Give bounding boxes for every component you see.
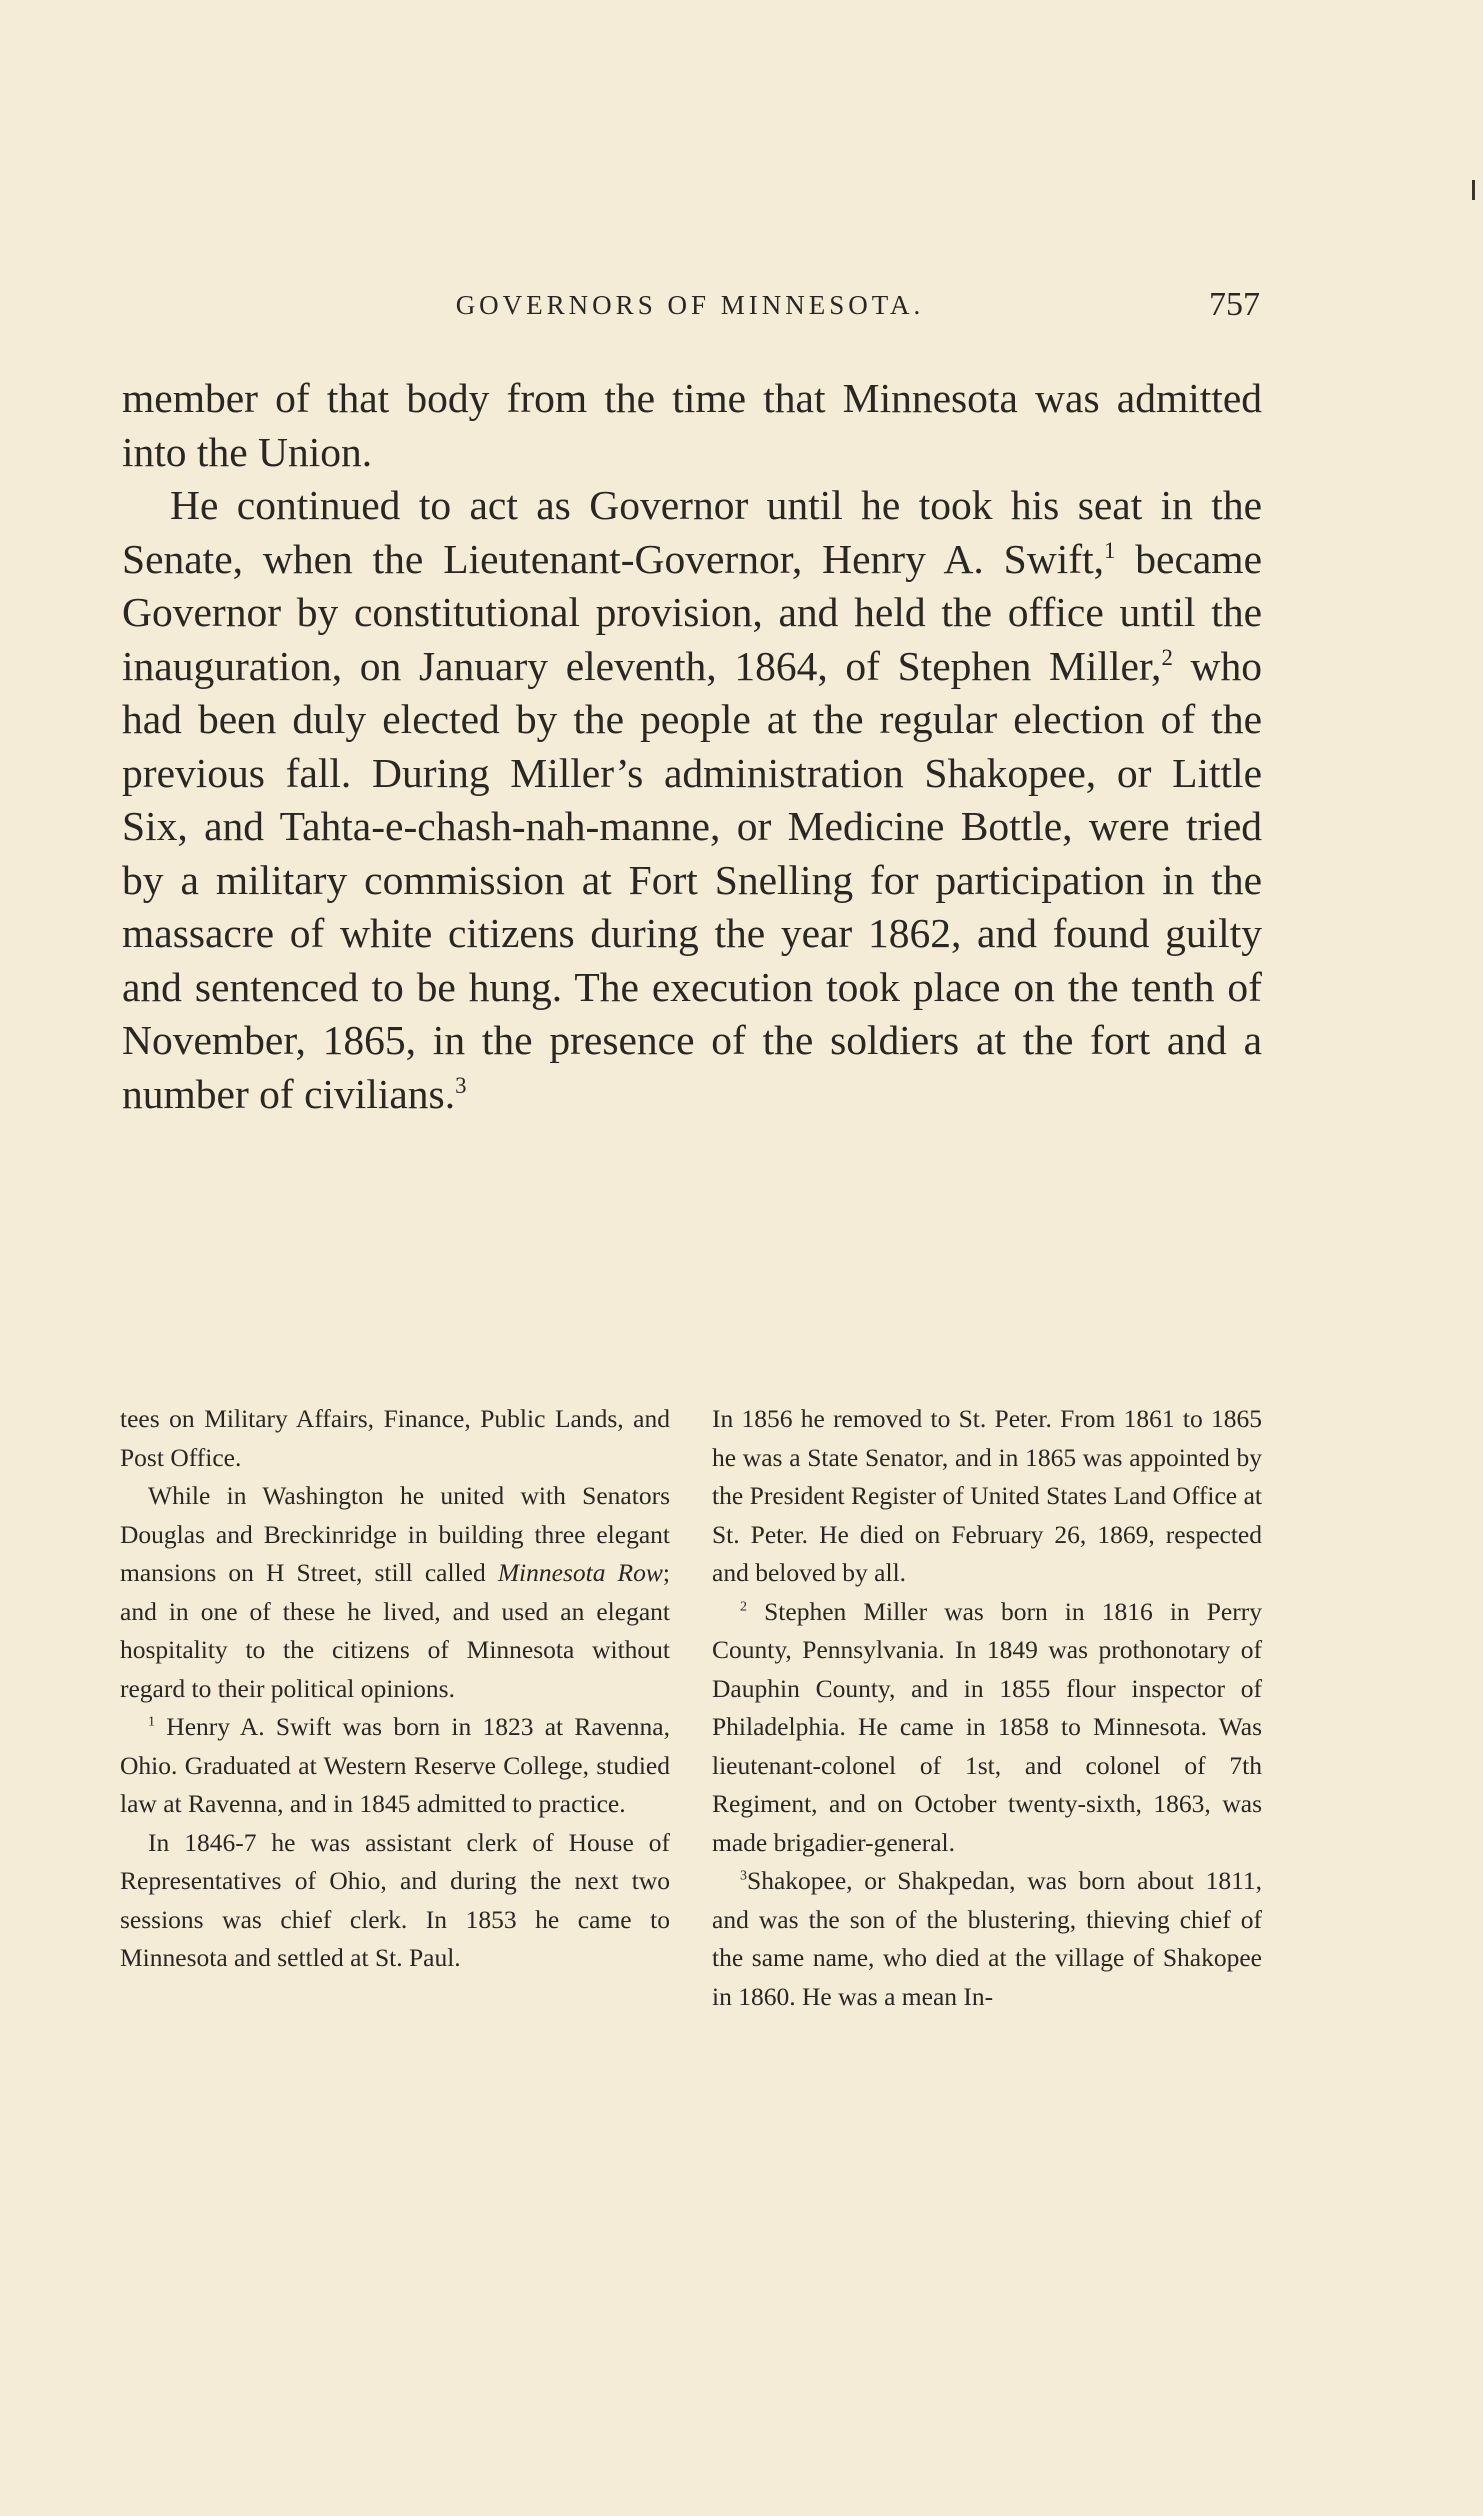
- footnote-ref-3: 3: [455, 1072, 467, 1098]
- footnote-3-text: Shakopee, or Shakpedan, was born about 1811, and was the son of the blustering, thieving chief of the same name, who died at the village of Shakopee in 1860. He was a mean In-: [712, 1866, 1262, 2011]
- footnote-continuation: tees on Military Affairs, Finance, Public Lands, and Post Office.: [120, 1404, 670, 1472]
- footnote-marker: 1: [148, 1714, 156, 1730]
- main-text: [122, 372, 1262, 1121]
- footnotes: [120, 1400, 1262, 2016]
- footnote-text: ; and in one of these he lived, and used an elegant hospitality to the citizens of Minnesota without regard to their political opinions.: [120, 1558, 670, 1703]
- paragraph-2-part-a: He continued to act as Governor until he took his seat in the Senate, when the Lieutenant-Governor, Henry A. Swift,: [122, 482, 1262, 582]
- footnote-ref-2: 2: [1161, 644, 1173, 670]
- footnote-1: [120, 1708, 670, 1824]
- running-title: GOVERNORS OF MINNESOTA.: [455, 290, 925, 320]
- paragraph-1: member of that body from the time that Minnesota was admitted into the Union.: [122, 375, 1262, 475]
- page-number: 757: [1209, 286, 1260, 323]
- footnote-ref-1: 1: [1103, 537, 1116, 563]
- footnotes-right-column: [712, 1400, 1262, 2016]
- footnote-1-continued: In 1846-7 he was assistant clerk of House of Representatives of Ohio, and during the next two sessions was chief clerk. In 1853 he came to Minnesota and settled at St. Paul.: [120, 1827, 670, 1972]
- footnote-paragraph: [120, 1477, 670, 1708]
- paragraph-2: [122, 479, 1262, 1121]
- paragraph-2-part-c: who had been duly elected by the people at the regular election of the previous fall. During Miller’s administration Shakopee, or Little Six, and Tahta-e-chash-nah-manne, or Medicine Bottle, were tried by a military commission at Fort Snelling for participation in the massacre of white citizens during the year 1862, and found guilty and sentenced to be hung. The execution took place on the tenth of November, 1865, in the presence of the soldiers at the fort and a number of civilians.: [122, 642, 1262, 1117]
- paragraph-2-part-b: became Governor by constitutional provision, and held the office until the inauguration, on January eleventh, 1864, of Stephen Miller,: [122, 535, 1262, 689]
- footnote-2-text: Stephen Miller was born in 1816 in Perry County, Pennsylvania. In 1849 was prothonotary of Dauphin County, and in 1855 flour inspector of Philadelphia. He came in 1858 to Minnesota. Was lieutenant-colonel of 1st, and colonel of 7th Regiment, and on October twenty-sixth, 1863, was made brigadier-general.: [712, 1596, 1262, 1857]
- footnote-italic-text: Minnesota Row: [497, 1558, 663, 1587]
- footnote-2: [712, 1593, 1262, 1863]
- footnote-1-end: In 1856 he removed to St. Peter. From 1861 to 1865 he was a State Senator, and in 1865 was appointed by the President Register of United States Land Office at St. Peter. He died on February 26, 1869, respected and beloved by all.: [712, 1404, 1262, 1587]
- footnote-marker: 2: [740, 1599, 748, 1614]
- footnotes-left-column: [120, 1400, 670, 2016]
- footnote-marker: 3: [740, 1868, 748, 1884]
- footnote-3: [712, 1862, 1262, 2016]
- page-header: [120, 280, 1260, 340]
- footnote-text: While in Washington he united with Senators Douglas and Breckinridge in building three elegant mansions on H Street, still called: [120, 1481, 670, 1587]
- page-edge-mark: [1472, 180, 1475, 200]
- footnote-1-text: Henry A. Swift was born in 1823 at Ravenna, Ohio. Graduated at Western Reserve College, studied law at Ravenna, and in 1845 admitted to practice.: [120, 1712, 670, 1818]
